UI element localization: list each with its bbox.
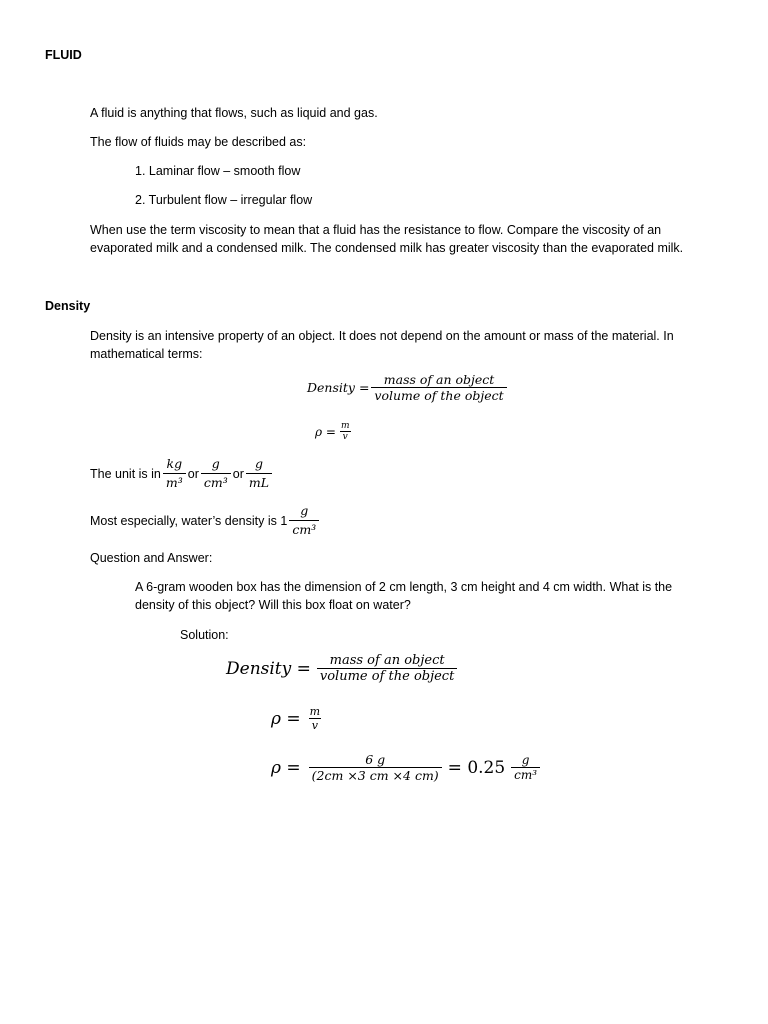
density-formula bbox=[307, 372, 509, 403]
unit-m3: m³ bbox=[163, 473, 186, 492]
result-unit-denominator: cm³ bbox=[511, 767, 540, 782]
water-prefix: Most especially, water’s density is 1 bbox=[90, 513, 288, 528]
calculation-fraction bbox=[309, 752, 442, 783]
calculation-numerator: 6 g bbox=[365, 752, 386, 767]
density-numerator: mass of an object bbox=[383, 372, 495, 387]
solution-calculation bbox=[271, 752, 542, 783]
water-denominator: cm³ bbox=[289, 520, 319, 539]
water-fraction bbox=[289, 502, 319, 539]
density-paragraph: Density is an intensive property of an object. It does not depend on the amount or mass of the material. In mathematical terms: bbox=[90, 329, 674, 361]
solution-rho-formula bbox=[271, 705, 325, 732]
fluid-definition: A fluid is anything that flows, such as liquid and gas. bbox=[90, 106, 378, 120]
question-text: A 6-gram wooden box has the dimension of 2 cm length, 3 cm height and 4 cm width. What is the density of this object? Will this box float on water? bbox=[135, 580, 673, 612]
rho-fraction bbox=[338, 421, 353, 442]
qa-label: Question and Answer: bbox=[90, 551, 213, 565]
solution-rho-lhs-2: ρ = bbox=[271, 757, 301, 778]
flow-item-laminar: 1. Laminar flow – smooth flow bbox=[135, 164, 301, 178]
solution-rho-v: v bbox=[309, 718, 321, 732]
heading-density: Density bbox=[45, 299, 91, 313]
solution-label: Solution: bbox=[180, 628, 229, 642]
unit-or-1: or bbox=[187, 466, 199, 481]
solution-rho-m: m bbox=[309, 705, 321, 718]
density-lhs: Density = bbox=[307, 380, 370, 395]
unit-g-cm3 bbox=[201, 455, 231, 492]
rho-lhs: ρ = bbox=[315, 424, 336, 439]
heading-fluid: FLUID bbox=[45, 48, 82, 62]
solution-rho-lhs: ρ = bbox=[271, 708, 301, 729]
result-unit-fraction bbox=[511, 753, 540, 782]
flow-item-turbulent: 2. Turbulent flow – irregular flow bbox=[135, 193, 313, 207]
unit-cm3: cm³ bbox=[201, 473, 231, 492]
rho-v: v bbox=[340, 431, 351, 442]
unit-ml: mL bbox=[246, 473, 272, 492]
unit-g-1: g bbox=[211, 456, 220, 471]
rho-m: m bbox=[340, 421, 350, 431]
solution-density-denominator: volume of the object bbox=[317, 668, 457, 684]
rho-formula bbox=[315, 421, 354, 442]
solution-density-lhs: Density = bbox=[226, 658, 311, 679]
unit-prefix: The unit is in bbox=[90, 466, 161, 481]
unit-kg-m3 bbox=[163, 455, 186, 492]
result-unit-numerator: g bbox=[521, 753, 530, 767]
density-denominator: volume of the object bbox=[371, 387, 506, 403]
unit-or-2: or bbox=[232, 466, 244, 481]
unit-line bbox=[90, 455, 274, 492]
water-numerator: g bbox=[300, 503, 309, 518]
density-fraction bbox=[371, 372, 506, 403]
unit-g-ml bbox=[246, 455, 272, 492]
solution-rho-fraction bbox=[307, 705, 323, 732]
calculation-result: = 0.25 bbox=[447, 757, 506, 778]
solution-density-formula bbox=[226, 653, 459, 684]
solution-density-fraction bbox=[317, 653, 457, 684]
water-density-line bbox=[90, 502, 321, 539]
unit-kg: kg bbox=[166, 456, 183, 471]
unit-g-2: g bbox=[254, 456, 263, 471]
calculation-denominator: (2cm ×3 cm ×4 cm) bbox=[309, 767, 442, 783]
viscosity-paragraph: When use the term viscosity to mean that a fluid has the resistance to flow. Compare the viscosity of an evaporated milk and a condensed milk. The condensed milk has greater viscosity than the evaporated milk. bbox=[90, 223, 684, 255]
flow-description: The flow of fluids may be described as: bbox=[90, 135, 307, 149]
solution-density-numerator: mass of an object bbox=[329, 653, 445, 668]
